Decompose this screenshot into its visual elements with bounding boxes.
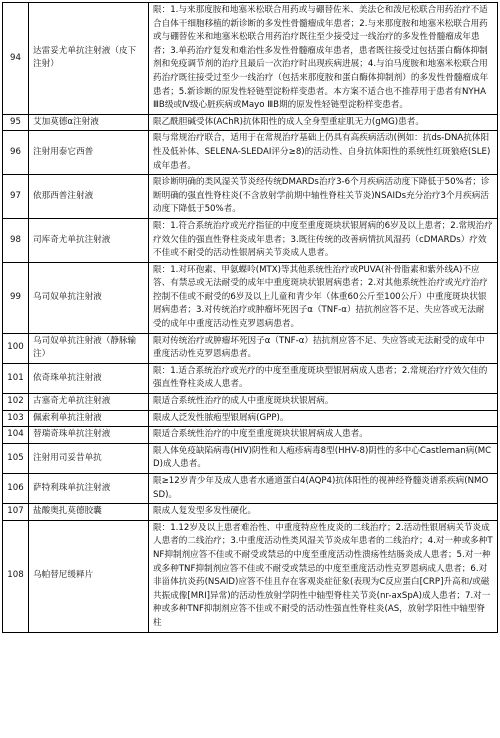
table-row (3, 175, 498, 219)
restriction-text: 限与常规治疗联合，适用于在常规治疗基础上仍具有高疾病活动(例如：抗ds-DNA抗体阳性及低补体、SELENA-SLEDAI评分≥8)的活动性、自身抗体阳性的系统性红斑狼疮(SLE)成年患者。 (149, 131, 498, 175)
drug-name: 替瑞奇珠单抗注射液 (29, 427, 149, 444)
drug-name: 佩索利单抗注射液 (29, 410, 149, 427)
table-row (3, 131, 498, 175)
row-number: 100 (3, 333, 29, 363)
drug-name: 注射用泰它西普 (29, 131, 149, 175)
row-number: 102 (3, 394, 29, 411)
drug-name: 盐酸奥扎莫德胶囊 (29, 504, 149, 521)
restriction-text: 限适合系统性治疗的中度至重度斑块状银屑病成人患者。 (149, 427, 498, 444)
table-row (3, 262, 498, 333)
row-number: 101 (3, 363, 29, 393)
restriction-text: 限诊断明确的类风湿关节炎经传统DMARDs治疗3-6个月疾病活动度下降低于50%者；诊断明确的强直性脊柱炎(不含放射学前期中轴性脊柱关节炎)NSAIDs充分治疗3个月疾病活动度下降低于50%者。 (149, 175, 498, 219)
restriction-text: 限适合系统性治疗的成人中重度斑块状银屑病。 (149, 394, 498, 411)
drug-name: 艾加莫德α注射液 (29, 114, 149, 131)
restriction-text: 限成人复发型多发性硬化。 (149, 504, 498, 521)
drug-name: 乌司奴单抗注射液 (29, 262, 149, 333)
drug-name: 萨特利珠单抗注射液 (29, 474, 149, 504)
table-row (3, 333, 498, 363)
restriction-text: 限：1.对环孢素、甲氨蝶呤(MTX)等其他系统性治疗或PUVA(补骨脂素和紫外线A)不应答、有禁忌或无法耐受的成年中重度斑块状银屑病患者；2.对其他系统性治疗或光疗治疗控制不佳或不耐受的6岁及以上儿童和青少年（体重60公斤至100公斤）中重度斑块状银屑病患者；3.对传统治疗或肿瘤坏死因子α（TNF-α）拮抗剂应答不足、失应答或无法耐受的成年中重度活动性克罗恩病患者。 (149, 262, 498, 333)
drug-name: 乌帕替尼缓释片 (29, 520, 149, 632)
row-number: 108 (3, 520, 29, 632)
restriction-text: 限≥12岁青少年及成人患者水通道蛋白4(AQP4)抗体阳性的视神经脊髓炎谱系疾病(NMOSD)。 (149, 474, 498, 504)
drug-name: 依那西普注射液 (29, 175, 149, 219)
table-row (3, 114, 498, 131)
table-row (3, 474, 498, 504)
restriction-text: 限：1.适合系统治疗或光疗的中度至重度斑块型银屑病成人患者；2.常规治疗疗效欠佳的强直性脊柱炎成人患者。 (149, 363, 498, 393)
table-row (3, 363, 498, 393)
row-number: 96 (3, 131, 29, 175)
row-number: 105 (3, 443, 29, 473)
restriction-text: 限人体免疫缺陷病毒(HIV)阴性和人疱疹病毒8型(HHV-8)阴性的多中心Castleman病(MCD)成人患者。 (149, 443, 498, 473)
table-row (3, 427, 498, 444)
drug-name: 注射用司妥昔单抗 (29, 443, 149, 473)
row-number: 94 (3, 3, 29, 115)
table-row (3, 504, 498, 521)
restriction-text: 限乙酰胆碱受体(AChR)抗体阳性的成人全身型重症肌无力(gMG)患者。 (149, 114, 498, 131)
drug-name: 司库奇尤单抗注射液 (29, 218, 149, 262)
row-number: 97 (3, 175, 29, 219)
row-number: 95 (3, 114, 29, 131)
row-number: 106 (3, 474, 29, 504)
drug-name: 依奇珠单抗注射液 (29, 363, 149, 393)
table-row (3, 394, 498, 411)
table-row (3, 443, 498, 473)
table-row (3, 218, 498, 262)
restriction-text: 限：1.与来那度胺和地塞米松联合用药或与硼替佐米、美法仑和泼尼松联合用药治疗不适合自体干细胞移植的新诊断的多发性骨髓瘤成年患者；2.与来那度胺和地塞米松联合用药或与硼替佐米和地塞米松联合用药治疗既往至少接受过一线治疗的多发性骨髓瘤成年患者；3.单药治疗复发和难治性多发性骨髓瘤成年患者，患者既往接受过包括蛋白酶体抑制剂和免疫调节剂的治疗且最后一次治疗时出现疾病进展；4.与泊马度胺和地塞米松联合用药治疗既往接受过至少一线治疗（包括来那度胺和蛋白酶体抑制剂）的多发性骨髓瘤成年患者；5.新诊断的原发性轻链型淀粉样变患者。本方案不适合也不推荐用于患者有NYHA ⅢB级或Ⅳ级心脏疾病或Mayo ⅢB期的原发性轻链型淀粉样变患者。 (149, 3, 498, 115)
row-number: 99 (3, 262, 29, 333)
drug-name: 古塞奇尤单抗注射液 (29, 394, 149, 411)
drug-table (2, 2, 498, 633)
restriction-text: 限成人泛发性脓疱型银屑病(GPP)。 (149, 410, 498, 427)
row-number: 107 (3, 504, 29, 521)
drug-name: 乌司奴单抗注射液（静脉输注） (29, 333, 149, 363)
row-number: 103 (3, 410, 29, 427)
table-row (3, 3, 498, 115)
row-number: 104 (3, 427, 29, 444)
row-number: 98 (3, 218, 29, 262)
table-row (3, 520, 498, 632)
restriction-text: 限：1.12岁及以上患者难治性、中重度特应性皮炎的二线治疗；2.活动性银屑病关节炎成人患者的二线治疗；3.中重度活动性类风湿关节炎成年患者的二线治疗；4.对一种或多种TNF抑制剂应答不佳或不耐受或禁忌的中度至重度活动性溃疡性结肠炎成人患者；5.对一种或多种TNF抑制剂应答不佳或不耐受或禁忌的中度至重度活动性克罗恩病成人患者；6.对非甾体抗炎药(NSAID)应答不佳且存在客观炎症征象(表现为C反应蛋白[CRP]升高和/或磁共振成像[MRI]异常)的活动性放射学阴性中轴型脊柱关节炎(nr-axSpA)成人患者；7.对一种或多种TNF抑制剂应答不佳或不耐受的活动性强直性脊柱炎(AS，放射学阳性中轴型脊柱 (149, 520, 498, 632)
restriction-text: 限：1.符合系统治疗或光疗指征的中度至重度斑块状银屑病的6岁及以上患者；2.常规治疗疗效欠佳的强直性脊柱炎成年患者；3.既往传统的改善病情抗风湿药（cDMARDs）疗效不佳或不耐受的活动性银屑病关节炎成人患者。 (149, 218, 498, 262)
drug-name: 达雷妥尤单抗注射液（皮下注射） (29, 3, 149, 115)
restriction-text: 限对传统治疗或肿瘤坏死因子α（TNF-α）拮抗剂应答不足、失应答或无法耐受的成年中重度活动性克罗恩病患者。 (149, 333, 498, 363)
table-row (3, 410, 498, 427)
